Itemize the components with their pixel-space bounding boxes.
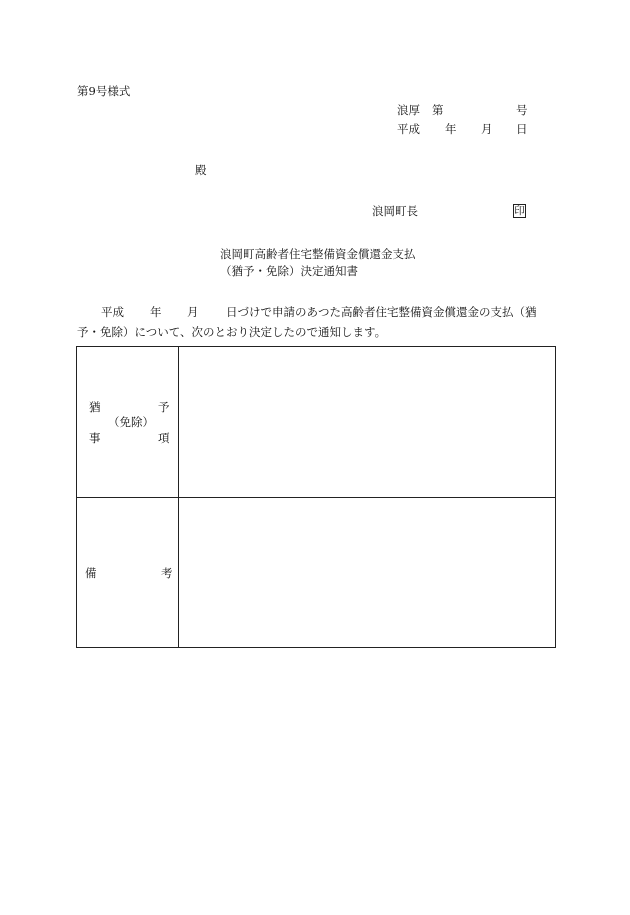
body-text-line2: 予・免除）について、次のとおり決定したので通知します。 [77,325,387,339]
deferral-exemption-details-field[interactable] [179,347,555,497]
date-era: 平成 [397,122,420,136]
date-year-label: 年 [445,122,457,136]
row2-label-part: 備 [85,566,97,580]
date-month-label: 月 [481,122,493,136]
row1-label-part: 事 [89,431,101,445]
document-number-label-go: 号 [516,103,528,117]
date-day-label: 日 [516,122,528,136]
body-date-month-label: 月 [187,305,199,319]
decision-table [76,346,556,648]
row2-label-part: 考 [161,566,173,580]
form-number: 第9号様式 [77,84,131,98]
body-text-line1-rest: 日づけで申請のあつた高齢者住宅整備資金償還金の支払（猶 [226,305,537,319]
row1-label-part: 猶 [89,400,101,414]
issuer-title: 浪岡町長 [372,204,418,218]
row1-label-part: （免除） [108,415,154,429]
body-date-era: 平成 [101,305,124,319]
document-number-prefix: 浪厚 [397,103,420,117]
body-date-year-label: 年 [150,305,162,319]
document-title-line1: 浪岡町高齢者住宅整備資金償還金支払 [220,247,416,261]
row1-label-part: 項 [158,431,170,445]
row1-label-part: 予 [158,400,170,414]
remarks-field[interactable] [179,498,555,647]
seal-stamp: 印 [514,204,525,217]
addressee-honorific: 殿 [195,163,207,177]
document-number-label-dai: 第 [432,103,444,117]
document-title-line2: （猶予・免除）決定通知書 [220,264,358,278]
